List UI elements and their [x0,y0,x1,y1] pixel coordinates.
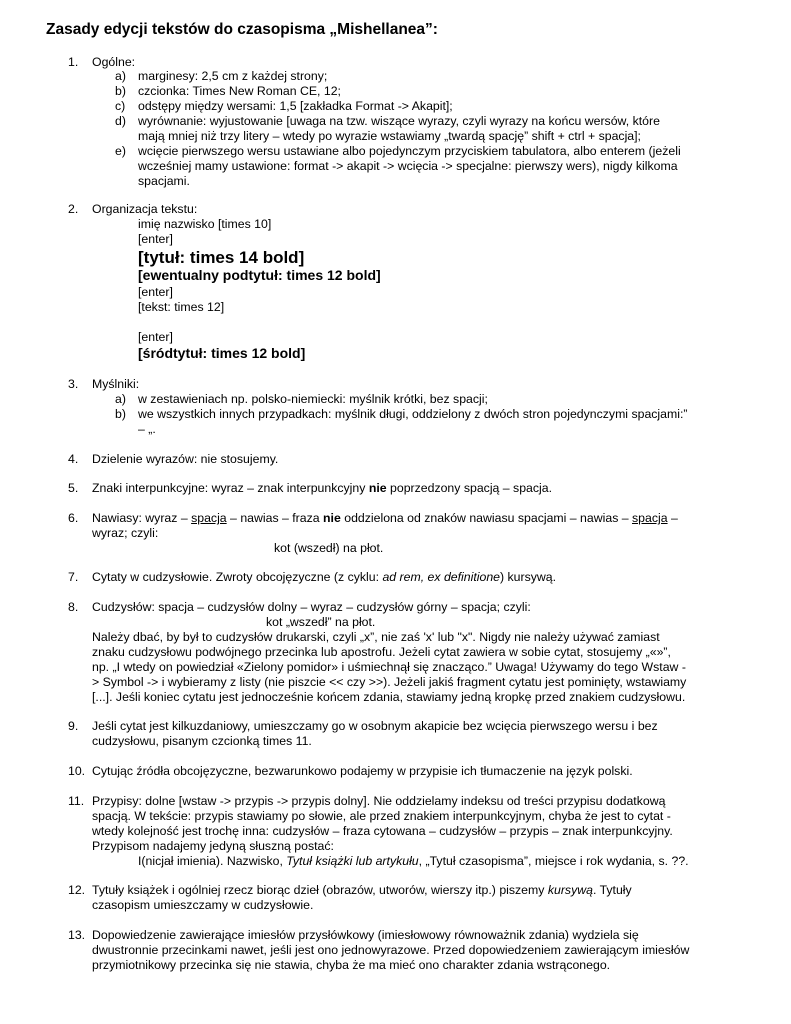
s3-b-line-2: – „. [138,422,156,436]
s2-line-5: [enter] [138,285,173,299]
s13-line-1: Dopowiedzenie zawierające imiesłów przysłówkowy (imiesłowowy równoważnik zdania) wydziela się [92,928,639,942]
item-number-7: 7. [68,570,79,584]
s11-line-4: Przypisom nadajemy jedyną słuszną postać: [92,839,334,853]
section-2-heading: Organizacja tekstu: [92,202,198,216]
s3-b-letter: b) [115,407,126,421]
s11-footnote-format: I(nicjał imienia). Nazwisko, Tytuł książki lub artykułu, „Tytuł czasopisma”, miejsce i rok wydania, s. ??. [138,854,689,868]
s1-e-letter: e) [115,144,126,158]
s1-c-text: odstępy między wersami: 1,5 [zakładka Format -> Akapit]; [138,99,453,113]
s8-example: kot „wszedł” na płot. [266,615,376,629]
s12-line-2: czasopism umieszczamy w cudzysłowie. [92,898,314,912]
s2-line-1: imię nazwisko [times 10] [138,217,272,231]
s13-line-3: przymiotnikowy przecinka się nie stawia, chyba że ma mieć ono charakter zdania wstrąconego. [92,958,611,972]
page-title: Zasady edycji tekstów do czasopisma „Mishellanea”: [46,21,438,38]
s11-line-1: Przypisy: dolne [wstaw -> przypis -> przypis dolny]. Nie oddzielamy indeksu od treści przypisu dodatkową [92,794,666,808]
s8-line-6: > Symbol -> i wybieramy z listy (nie piszcie << czy >>). Jeżeli jakiś fragment cytatu jest pominięty, wstawiamy [92,675,687,689]
item-number-5: 5. [68,481,79,495]
s1-e-line-1: wcięcie pierwszego wersu ustawiane albo pojedynczym przyciskiem tabulatora, albo enterem (jeżeli [138,144,681,158]
s11-line-3: wtedy kolejność jest trochę inna: cudzysłów – fraza cytowana – cudzysłów – przypis – znak interpunkcyjny. [92,824,673,838]
s1-c-letter: c) [115,99,126,113]
item-number-13: 13. [68,928,86,942]
item-number-12: 12. [68,883,86,897]
s5-text: Znaki interpunkcyjne: wyraz – znak interpunkcyjny nie poprzedzony spacją – spacja. [92,481,553,495]
s6-line-2: wyraz; czyli: [92,526,159,540]
s1-e-line-3: spacjami. [138,174,190,188]
s9-line-1: Jeśli cytat jest kilkuzdaniowy, umieszczamy go w osobnym akapicie bez wcięcia pierwszego wersu i bez [92,719,658,733]
s1-d-line-1: wyrównanie: wyjustowanie [uwaga na tzw. wiszące wyrazy, czyli wyrazy na końcu wersów, które [138,114,660,128]
item-number-9: 9. [68,719,79,733]
s1-b-letter: b) [115,84,126,98]
s3-a-letter: a) [115,392,126,406]
s9-line-2: cudzysłowu, pisanym czcionką times 11. [92,734,312,748]
section-3-heading: Myślniki: [92,377,140,391]
s4-text: Dzielenie wyrazów: nie stosujemy. [92,452,279,466]
s10-text: Cytując źródła obcojęzyczne, bezwarunkowo podajemy w przypisie ich tłumaczenie na język polski. [92,764,633,778]
s13-line-2: dwustronnie przecinkami nawet, jeśli jest ono jednowyrazowe. Przed dopowiedzeniem zawierającym imiesłów [92,943,690,957]
item-number-4: 4. [68,452,79,466]
s3-b-line-1: we wszystkich innych przypadkach: myślnik długi, oddzielony z dwóch stron pojedynczymi spacjami:” [138,407,688,421]
s1-e-line-2: wcześniej mamy ustawione: format -> akapit -> wcięcia -> specjalne: pierwszy wers), nigdy kilkoma [138,159,678,173]
section-1-heading: Ogólne: [92,55,136,69]
s8-line-5: np. „I wtedy on powiedział «Zielony pomidor» i uśmiechnął się znacząco.” Uwaga! Używamy do tego Wstaw - [92,660,686,674]
s8-line-3: Należy dbać, by był to cudzysłów drukarski, czyli „x”, nie zaś 'x' lub "x". Nigdy nie należy używać zamiast [92,630,660,644]
item-number-3: 3. [68,377,79,391]
item-number-8: 8. [68,600,79,614]
item-number-2: 2. [68,202,79,216]
s8-line-4: znaku cudzysłowu podwójnego przecinka lub apostrofu. Jeżeli cytat zawiera w sobie cytat, stosujemy „«»”, [92,645,671,659]
item-number-6: 6. [68,511,79,525]
s8-line-1: Cudzysłów: spacja – cudzysłów dolny – wyraz – cudzysłów górny – spacja; czyli: [92,600,531,614]
s2-line-6: [tekst: times 12] [138,300,225,314]
s2-title-example: [tytuł: times 14 bold] [138,248,305,267]
s2-line-7: [enter] [138,330,173,344]
s11-line-2: spacją. W tekście: przypis stawiamy po słowie, ale przed znakiem interpunkcyjnym, chyba że jest to cytat - [92,809,671,823]
s1-d-line-2: mają mniej niż trzy litery – wtedy po wyrazie wstawiamy „twardą spację” shift + ctrl + spacja]; [138,129,641,143]
s12-line-1: Tytuły książek i ogólniej rzecz biorąc dzieł (obrazów, utworów, wierszy itp.) piszemy kursywą. Tytuły [92,883,632,897]
s1-b-text: czcionka: Times New Roman CE, 12; [138,84,341,98]
item-number-1: 1. [68,55,79,69]
item-number-11: 11. [68,794,85,808]
s7-text: Cytaty w cudzysłowie. Zwroty obcojęzyczne (z cyklu: ad rem, ex definitione) kursywą. [92,570,557,584]
s1-d-letter: d) [115,114,126,128]
s2-subtitle-example: [ewentualny podtytuł: times 12 bold] [138,267,381,283]
s3-a-text: w zestawieniach np. polsko-niemiecki: myślnik krótki, bez spacji; [138,392,488,406]
s8-line-7: [...]. Jeśli koniec cytatu jest jednocześnie końcem zdania, stawiamy jedną kropkę przed znakiem cudzysłowu. [92,690,686,704]
s6-line-1: Nawiasy: wyraz – spacja – nawias – fraza nie oddzielona od znaków nawiasu spacjami – nawias – spacja – [92,511,678,525]
s2-subheading-example: [śródtytuł: times 12 bold] [138,345,306,361]
s1-a-letter: a) [115,69,126,83]
s2-line-2: [enter] [138,232,173,246]
s6-example: kot (wszedł) na płot. [274,541,384,555]
s1-a-text: marginesy: 2,5 cm z każdej strony; [138,69,328,83]
item-number-10: 10. [68,764,86,778]
